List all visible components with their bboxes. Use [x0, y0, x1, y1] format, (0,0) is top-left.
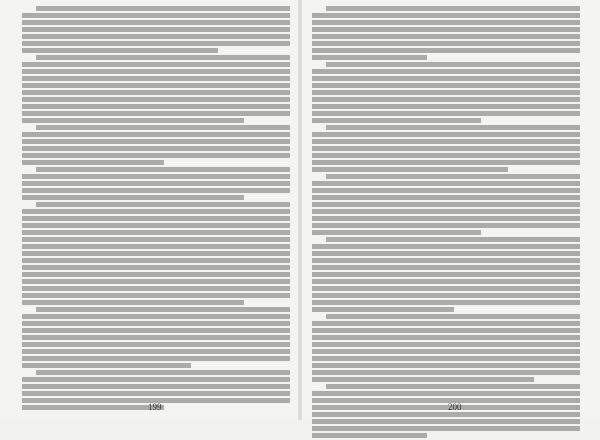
- unreadable-text-line: [22, 132, 290, 137]
- unreadable-text-line: [312, 363, 580, 368]
- unreadable-text-line: [312, 328, 580, 333]
- left-page-number: 199: [148, 402, 162, 412]
- unreadable-text-line: [312, 69, 580, 74]
- unreadable-text-line: [312, 230, 481, 235]
- unreadable-text-line: [22, 230, 290, 235]
- unreadable-text-line: [22, 293, 290, 298]
- unreadable-text-line: [22, 300, 244, 305]
- unreadable-text-line: [312, 118, 481, 123]
- unreadable-text-line: [22, 48, 218, 53]
- unreadable-text-line: [22, 90, 290, 95]
- right-page-number: 200: [448, 402, 462, 412]
- left-page: [0, 0, 300, 420]
- unreadable-text-line: [326, 6, 580, 11]
- unreadable-text-line: [312, 216, 580, 221]
- unreadable-text-line: [22, 20, 290, 25]
- unreadable-text-line: [312, 391, 580, 396]
- unreadable-text-line: [312, 132, 580, 137]
- unreadable-text-line: [22, 335, 290, 340]
- unreadable-text-line: [22, 272, 290, 277]
- unreadable-text-line: [22, 384, 290, 389]
- unreadable-text-line: [22, 97, 290, 102]
- unreadable-text-line: [312, 265, 580, 270]
- unreadable-text-line: [22, 118, 244, 123]
- unreadable-text-line: [312, 377, 534, 382]
- right-page: [300, 0, 600, 420]
- unreadable-text-line: [22, 34, 290, 39]
- unreadable-text-line: [22, 13, 290, 18]
- unreadable-text-line: [22, 83, 290, 88]
- right-text-column: [312, 6, 580, 440]
- unreadable-text-line: [326, 174, 580, 179]
- unreadable-text-line: [312, 104, 580, 109]
- unreadable-text-line: [22, 27, 290, 32]
- unreadable-text-line: [312, 160, 580, 165]
- unreadable-text-line: [36, 6, 290, 11]
- unreadable-text-line: [312, 20, 580, 25]
- unreadable-text-line: [22, 209, 290, 214]
- left-text-column: [22, 6, 290, 412]
- unreadable-text-line: [22, 181, 290, 186]
- unreadable-text-line: [22, 69, 290, 74]
- unreadable-text-line: [312, 209, 580, 214]
- unreadable-text-line: [312, 300, 580, 305]
- unreadable-text-line: [312, 426, 580, 431]
- unreadable-text-line: [312, 433, 427, 438]
- unreadable-text-line: [22, 265, 290, 270]
- unreadable-text-line: [22, 286, 290, 291]
- unreadable-text-line: [22, 104, 290, 109]
- unreadable-text-line: [312, 412, 580, 417]
- unreadable-text-line: [22, 111, 290, 116]
- unreadable-text-line: [312, 251, 580, 256]
- unreadable-text-line: [22, 174, 290, 179]
- unreadable-text-line: [312, 13, 580, 18]
- unreadable-text-line: [22, 195, 244, 200]
- unreadable-text-line: [312, 293, 580, 298]
- unreadable-text-line: [22, 76, 290, 81]
- unreadable-text-line: [22, 377, 290, 382]
- unreadable-text-line: [22, 328, 290, 333]
- unreadable-text-line: [312, 195, 580, 200]
- unreadable-text-line: [312, 398, 580, 403]
- unreadable-text-line: [312, 342, 580, 347]
- unreadable-text-line: [312, 370, 580, 375]
- unreadable-text-line: [22, 244, 290, 249]
- unreadable-text-line: [22, 279, 290, 284]
- unreadable-text-line: [312, 244, 580, 249]
- unreadable-text-line: [312, 349, 580, 354]
- unreadable-text-line: [326, 314, 580, 319]
- unreadable-text-line: [312, 139, 580, 144]
- unreadable-text-line: [312, 97, 580, 102]
- unreadable-text-line: [22, 321, 290, 326]
- unreadable-text-line: [312, 307, 454, 312]
- unreadable-text-line: [22, 139, 290, 144]
- unreadable-text-line: [22, 146, 290, 151]
- unreadable-text-line: [312, 258, 580, 263]
- unreadable-text-line: [36, 167, 290, 172]
- unreadable-text-line: [36, 125, 290, 130]
- unreadable-text-line: [312, 55, 427, 60]
- unreadable-text-line: [22, 349, 290, 354]
- unreadable-text-line: [312, 27, 580, 32]
- unreadable-text-line: [22, 251, 290, 256]
- unreadable-text-line: [312, 321, 580, 326]
- unreadable-text-line: [326, 62, 580, 67]
- unreadable-text-line: [22, 363, 191, 368]
- unreadable-text-line: [22, 258, 290, 263]
- unreadable-text-line: [22, 237, 290, 242]
- unreadable-text-line: [22, 153, 290, 158]
- unreadable-text-line: [22, 405, 164, 410]
- unreadable-text-line: [36, 370, 290, 375]
- unreadable-text-line: [312, 83, 580, 88]
- unreadable-text-line: [326, 237, 580, 242]
- unreadable-text-line: [312, 223, 580, 228]
- unreadable-text-line: [22, 160, 164, 165]
- unreadable-text-line: [22, 356, 290, 361]
- unreadable-text-line: [312, 405, 580, 410]
- unreadable-text-line: [22, 216, 290, 221]
- unreadable-text-line: [326, 125, 580, 130]
- unreadable-text-line: [36, 202, 290, 207]
- unreadable-text-line: [312, 146, 580, 151]
- unreadable-text-line: [22, 62, 290, 67]
- unreadable-text-line: [312, 188, 580, 193]
- unreadable-text-line: [312, 153, 580, 158]
- unreadable-text-line: [36, 55, 290, 60]
- unreadable-text-line: [22, 342, 290, 347]
- unreadable-text-line: [312, 34, 580, 39]
- unreadable-text-line: [312, 181, 580, 186]
- unreadable-text-line: [22, 41, 290, 46]
- unreadable-text-line: [22, 223, 290, 228]
- unreadable-text-line: [22, 188, 290, 193]
- unreadable-text-line: [22, 391, 290, 396]
- unreadable-text-line: [312, 41, 580, 46]
- unreadable-text-line: [312, 272, 580, 277]
- unreadable-text-line: [326, 384, 580, 389]
- unreadable-text-line: [312, 76, 580, 81]
- unreadable-text-line: [312, 279, 580, 284]
- unreadable-text-line: [312, 48, 580, 53]
- unreadable-text-line: [312, 202, 580, 207]
- unreadable-text-line: [36, 307, 290, 312]
- unreadable-text-line: [312, 356, 580, 361]
- unreadable-text-line: [312, 335, 580, 340]
- unreadable-text-line: [312, 90, 580, 95]
- unreadable-text-line: [312, 167, 508, 172]
- unreadable-text-line: [312, 286, 580, 291]
- unreadable-text-line: [22, 314, 290, 319]
- unreadable-text-line: [312, 111, 580, 116]
